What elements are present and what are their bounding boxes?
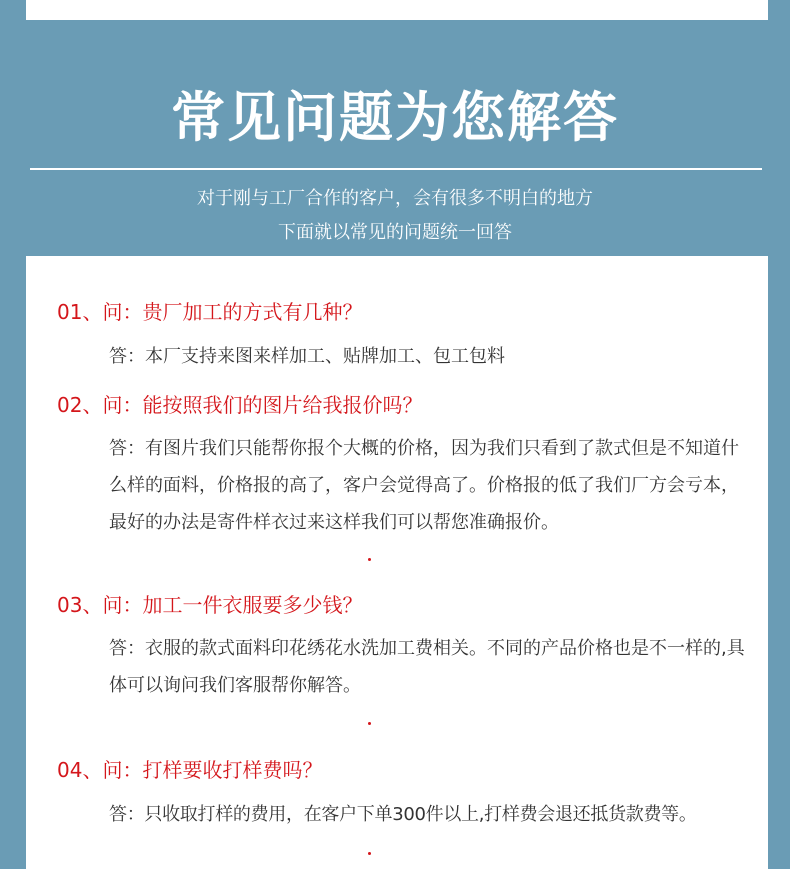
header-subtitle-line-2: 下面就以常见的问题统一回答 — [278, 222, 512, 243]
faq-answer-4: 答：只收取打样的费用，在客户下单300件以上,打样费会退还抵货款费等。 — [109, 804, 697, 825]
faq-header — [0, 20, 790, 256]
faq-question-2: 02、问：能按照我们的图片给我报价吗？ — [57, 393, 423, 417]
faq-answer-3: 答：衣服的款式面料印花绣花水洗加工费相关。不同的产品价格也是不一样的,具体可以询问我们客服帮你解答。 — [109, 638, 745, 696]
header-subtitle-line-1: 对于刚与工厂合作的客户，会有很多不明白的地方 — [197, 188, 593, 209]
faq-question-4: 04、问：打样要收打样费吗？ — [57, 758, 323, 782]
decorative-dot — [368, 558, 371, 561]
page-title: 常见问题为您解答 — [171, 86, 619, 149]
faq-question-3: 03、问：加工一件衣服要多少钱？ — [57, 593, 363, 617]
faq-content-card — [26, 256, 768, 869]
top-card-edge — [26, 0, 768, 20]
decorative-dot — [368, 722, 371, 725]
faq-answer-1: 答：本厂支持来图来样加工、贴牌加工、包工包料 — [109, 346, 505, 367]
header-divider — [30, 168, 762, 170]
faq-answer-2: 答：有图片我们只能帮你报个大概的价格，因为我们只看到了款式但是不知道什么样的面料，价格报的高了，客户会觉得高了。价格报的低了我们厂方会亏本，最好的办法是寄件样衣过来这样我们可以帮您准确报价。 — [109, 438, 739, 533]
faq-question-1: 01、问：贵厂加工的方式有几种？ — [57, 300, 363, 324]
decorative-dot — [368, 852, 371, 855]
